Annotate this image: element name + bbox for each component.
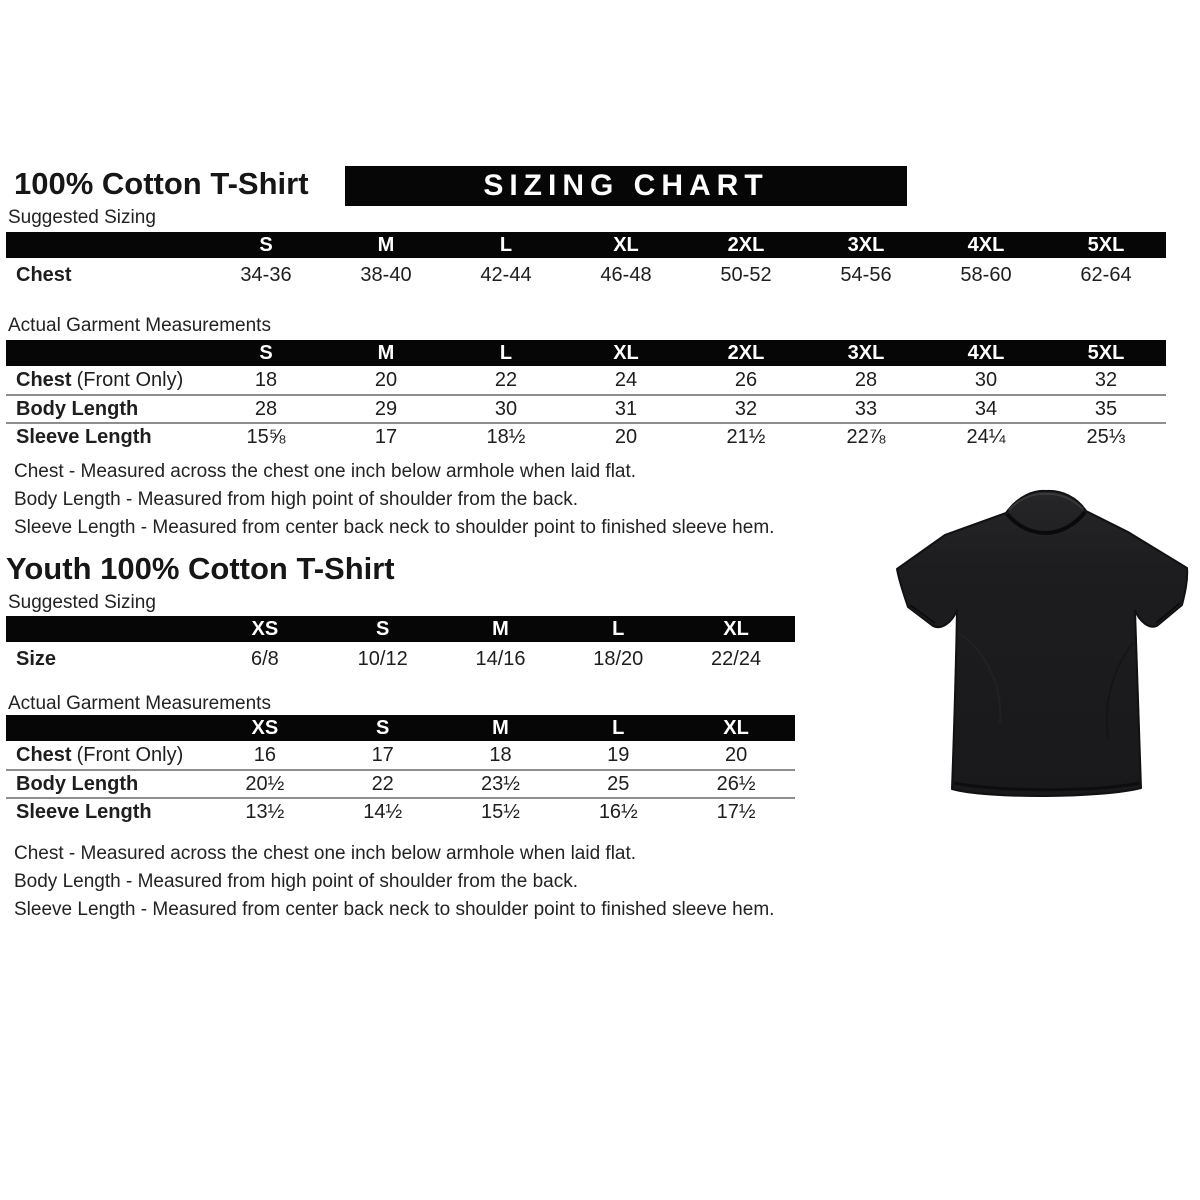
cell-value: 30 [494, 397, 518, 420]
note-sleeve-length: Sleeve Length - Measured from center back neck to shoulder point to finished sleeve hem. [14, 899, 775, 920]
table-row-body-length [6, 769, 795, 797]
col-header-l: L [499, 341, 513, 364]
youth-measurement-notes [14, 840, 774, 924]
cell-value: 18½ [486, 425, 526, 448]
col-header-xl: XL [613, 341, 639, 364]
cell-value: 21½ [726, 425, 766, 448]
col-header-4xl: 4XL [967, 341, 1005, 364]
note-chest: Chest - Measured across the chest one inch below armhole when laid flat. [14, 843, 637, 864]
cell-value: 32 [734, 397, 758, 420]
row-label: Body Length [16, 772, 139, 795]
col-header-m: M [492, 617, 509, 640]
cell-value: 29 [374, 397, 398, 420]
cell-value: 16½ [598, 800, 638, 823]
col-header-4xl: 4XL [967, 233, 1005, 256]
cell-value: 14/16 [475, 647, 526, 670]
youth-actual-measurements-label: Actual Garment Measurements [8, 693, 271, 714]
cell-value: 10/12 [357, 647, 408, 670]
row-label: Chest [16, 263, 72, 286]
table-row-chest [6, 366, 1166, 394]
table-row-body-length [6, 394, 1166, 422]
cell-value: 20 [724, 743, 748, 766]
table-row-sleeve-length [6, 797, 795, 825]
cell-value: 58-60 [960, 263, 1012, 286]
col-header-2xl: 2XL [727, 233, 765, 256]
adult-actual-measurements-label: Actual Garment Measurements [8, 315, 271, 336]
cell-value: 18/20 [593, 647, 644, 670]
table-row-chest [6, 741, 795, 769]
table-row-size [6, 642, 795, 676]
cell-value: 16 [253, 743, 277, 766]
note-body-length: Body Length - Measured from high point of shoulder from the back. [14, 871, 578, 892]
table-row-sleeve-length [6, 422, 1166, 450]
adult-suggested-sizing-label: Suggested Sizing [8, 207, 156, 228]
youth-suggested-sizing-label: Suggested Sizing [8, 592, 156, 613]
cell-value: 20 [614, 425, 638, 448]
cell-value: 13½ [245, 800, 285, 823]
cell-value: 18 [489, 743, 512, 766]
col-header-xs: XS [251, 617, 279, 640]
col-header-xs: XS [251, 716, 279, 739]
cell-value: 24¼ [966, 425, 1006, 448]
cell-value: 25 [607, 772, 630, 795]
col-header-xl: XL [723, 716, 749, 739]
col-header-m: M [377, 233, 395, 256]
cell-value: 6/8 [250, 647, 279, 670]
cell-value: 17 [374, 425, 398, 448]
table-header-row [6, 340, 1166, 366]
sizing-chart-banner [345, 166, 907, 206]
cell-value: 22⅞ [846, 425, 886, 448]
adult-section-title: 100% Cotton T-Shirt [14, 166, 309, 201]
col-header-l: L [612, 617, 625, 640]
cell-value: 28 [254, 397, 278, 420]
black-tshirt-icon [888, 483, 1190, 805]
row-label: Sleeve Length [16, 800, 152, 823]
cell-value: 20 [374, 368, 398, 391]
youth-section-title: Youth 100% Cotton T-Shirt [6, 551, 395, 586]
cell-value: 14½ [363, 800, 403, 823]
cell-value: 28 [854, 368, 878, 391]
row-label: Body Length [16, 397, 139, 420]
cell-value: 19 [607, 743, 630, 766]
col-header-m: M [492, 716, 509, 739]
row-label: Chest (Front Only) [16, 743, 184, 766]
adult-measurement-notes [14, 458, 774, 542]
cell-value: 26½ [716, 772, 756, 795]
col-header-3xl: 3XL [847, 233, 885, 256]
col-header-xl: XL [613, 233, 639, 256]
row-label: Chest (Front Only) [16, 368, 184, 391]
table-header-row [6, 616, 795, 642]
cell-value: 34-36 [240, 263, 292, 286]
youth-suggested-sizing-table [6, 616, 795, 676]
col-header-3xl: 3XL [847, 341, 885, 364]
cell-value: 35 [1094, 397, 1118, 420]
cell-value: 32 [1094, 368, 1118, 391]
cell-value: 15½ [481, 800, 520, 823]
cell-value: 42-44 [480, 263, 532, 286]
table-header-row [6, 232, 1166, 258]
col-header-s: S [376, 617, 390, 640]
adult-actual-measurements-table [6, 340, 1166, 450]
row-label: Size [16, 647, 57, 670]
note-chest: Chest - Measured across the chest one inch below armhole when laid flat. [14, 461, 637, 482]
col-header-s: S [259, 341, 273, 364]
table-header-row [6, 715, 795, 741]
cell-value: 62-64 [1080, 263, 1132, 286]
cell-value: 18 [254, 368, 278, 391]
cell-value: 25⅓ [1086, 425, 1126, 448]
col-header-l: L [499, 233, 513, 256]
adult-suggested-sizing-table [6, 232, 1166, 292]
note-body-length: Body Length - Measured from high point of shoulder from the back. [14, 489, 578, 510]
col-header-l: L [612, 716, 625, 739]
cell-value: 24 [614, 368, 638, 391]
cell-value: 17½ [716, 800, 756, 823]
col-header-m: M [377, 341, 395, 364]
cell-value: 54-56 [840, 263, 892, 286]
row-label: Sleeve Length [16, 425, 152, 448]
cell-value: 26 [734, 368, 758, 391]
cell-value: 20½ [245, 772, 285, 795]
col-header-xl: XL [723, 617, 749, 640]
cell-value: 22 [494, 368, 518, 391]
cell-value: 34 [974, 397, 998, 420]
cell-value: 23½ [481, 772, 520, 795]
cell-value: 46-48 [600, 263, 652, 286]
col-header-5xl: 5XL [1087, 341, 1125, 364]
cell-value: 17 [371, 743, 394, 766]
col-header-s: S [376, 716, 390, 739]
note-sleeve-length: Sleeve Length - Measured from center back neck to shoulder point to finished sleeve hem. [14, 517, 775, 538]
cell-value: 50-52 [720, 263, 772, 286]
youth-actual-measurements-table [6, 715, 795, 825]
cell-value: 31 [614, 397, 638, 420]
sizing-chart-banner-text: SIZING CHART [483, 169, 769, 202]
tshirt-product-image [888, 483, 1190, 805]
col-header-5xl: 5XL [1087, 233, 1125, 256]
cell-value: 33 [854, 397, 878, 420]
cell-value: 15⅝ [246, 425, 286, 448]
table-row-chest [6, 258, 1166, 292]
col-header-2xl: 2XL [727, 341, 765, 364]
cell-value: 22 [371, 772, 394, 795]
col-header-s: S [259, 233, 273, 256]
cell-value: 38-40 [360, 263, 412, 286]
cell-value: 22/24 [711, 647, 762, 670]
cell-value: 30 [974, 368, 998, 391]
